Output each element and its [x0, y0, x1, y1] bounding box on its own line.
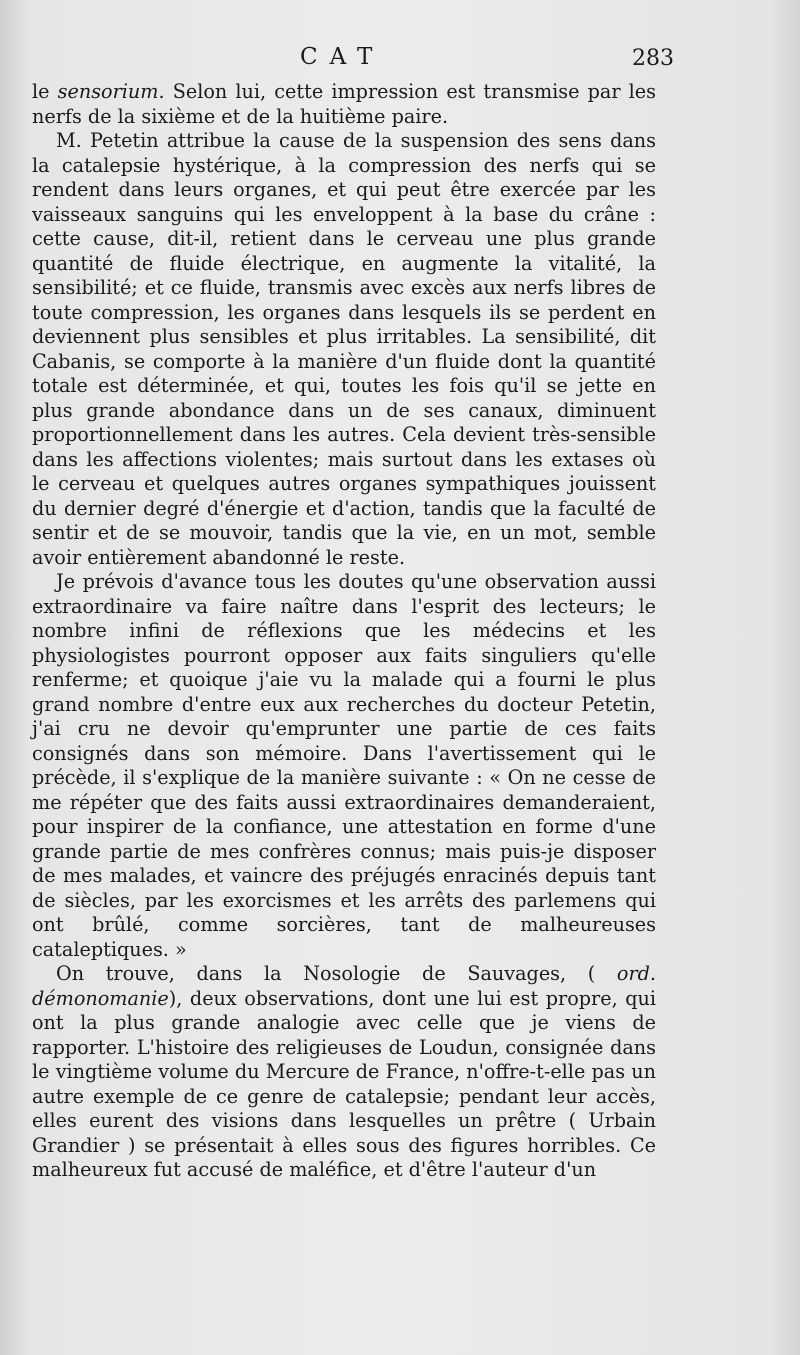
- text-run: le: [32, 80, 58, 103]
- paragraph: [32, 129, 656, 570]
- text-run: Je prévois d'avance tous les doutes qu'une observation aussi extraordinaire va faire naître dans l'esprit des lecteurs; le nombre infini de réflexions que les médecins et les physiologistes pourront opposer aux faits singuliers qu'elle renferme; et quoique j'aie vu la malade qui a fourni le plus grand nombre d'entre eux aux recherches du docteur Petetin, j'ai cru ne devoir qu'emprunter une partie de ces faits consignés dans son mémoire. Dans l'avertissement qui le précède, il s'explique de la manière suivante : « On ne cesse de me répéter que des faits aussi extraordinaires demanderaient, pour inspirer de la confiance, une attestation en forme d'une grande partie de mes confrères connus; mais puis-je disposer de mes malades, et vaincre des préjugés enracinés depuis tant de siècles, par les exorcismes et les arrêts des parlemens qui ont brûlé, comme sorcières, tant de malheureuses cataleptiques. »: [32, 570, 656, 961]
- paragraph: [32, 962, 656, 1183]
- text-run: On trouve, dans la Nosologie de Sauvages, (: [56, 962, 617, 985]
- running-title: CAT: [300, 44, 385, 70]
- paragraph: [32, 570, 656, 962]
- text-run: Selon lui, cette impression est transmise par les nerfs de la sixième et de la huitième paire.: [32, 80, 657, 128]
- paragraph: [32, 80, 656, 129]
- page-number: 283: [632, 46, 674, 71]
- italic-term: sensorium.: [57, 80, 165, 103]
- page-header: [0, 44, 800, 80]
- text-run: ), deux observations, dont une lui est propre, qui ont la plus grande analogie avec celle que je viens de rapporter. L'histoire des religieuses de Loudun, consignée dans le vingtième volume du Mercure de France, n'offre-t-elle pas un autre exemple de ce genre de catalepsie; pendant leur accès, elles eurent des visions dans lesquelles un prêtre ( Urbain Grandier ) se présentait à elles sous des figures horribles. Ce malheureux fut accusé de maléfice, et d'être l'auteur d'un: [32, 986, 656, 1181]
- text-run: M. Petetin attribue la cause de la suspension des sens dans la catalepsie hystérique, à la compression des nerfs qui se rendent dans leurs organes, et qui peut être exercée par les vaisseaux sanguins qui les enveloppent à la base du crâne : cette cause, dit-il, retient dans le cerveau une plus grande quantité de fluide électrique, en augmente la vitalité, la sensibilité; et ce fluide, transmis avec excès aux nerfs libres de toute compression, les organes dans lesquels ils se perdent en deviennent plus sensibles et plus irritables. La sensibilité, dit Cabanis, se comporte à la manière d'un fluide dont la quantité totale est déterminée, et qui, toutes les fois qu'il se jette en plus grande abondance dans un de ses canaux, diminuent proportionnellement dans les autres. Cela devient très-sensible dans les affections violentes; mais surtout dans les extases où le cerveau et quelques autres organes sympathiques jouissent du dernier degré d'énergie et d'action, tandis que la faculté de sentir et de se mouvoir, tandis que la vie, en un mot, semble avoir entièrement abandonné le reste.: [32, 129, 656, 569]
- body-text: [32, 80, 656, 1183]
- italic-term: ord. démonomanie: [32, 962, 656, 1010]
